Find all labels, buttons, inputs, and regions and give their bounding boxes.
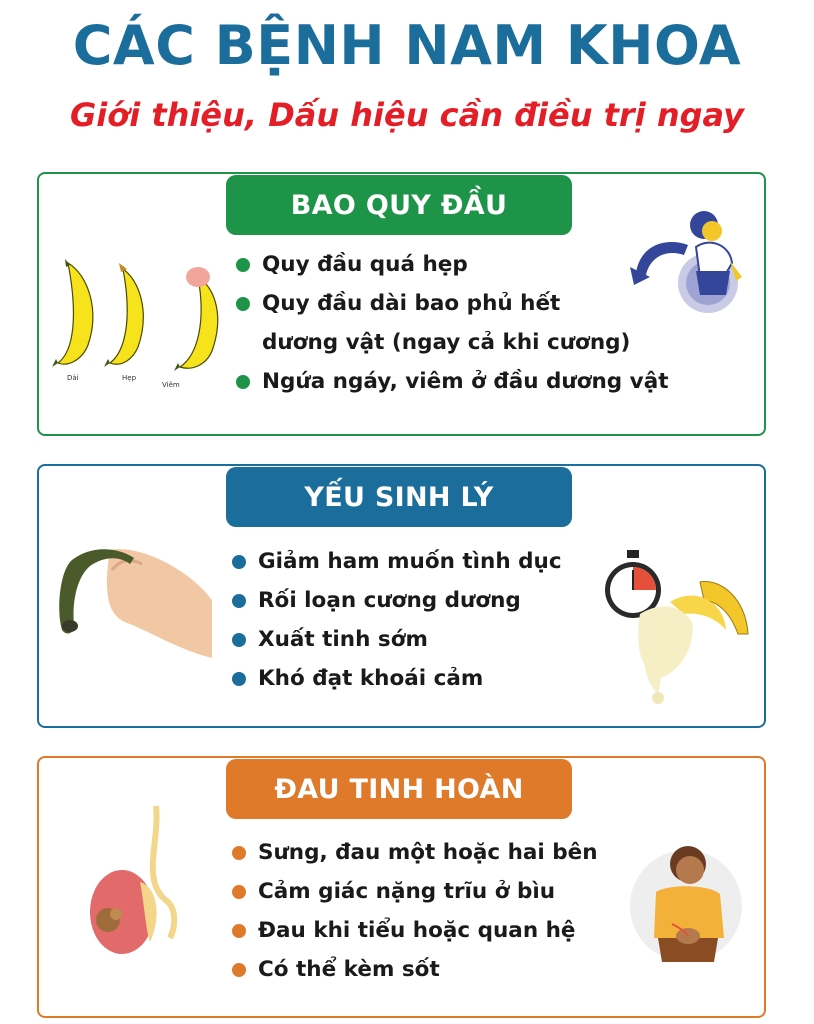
list-item: Ngứa ngáy, viêm ở đầu dương vật bbox=[236, 362, 668, 401]
banana-narrow-icon bbox=[104, 263, 143, 367]
list-item: Đau khi tiểu hoặc quan hệ bbox=[232, 911, 598, 950]
page-subtitle: Giới thiệu, Dấu hiệu cần điều trị ngay bbox=[70, 96, 744, 134]
testicle-illustration bbox=[80, 802, 190, 972]
wheelchair-person-icon bbox=[626, 205, 756, 320]
list-item: Giảm ham muốn tình dục bbox=[232, 542, 562, 581]
list-item: Quy đầu quá hẹp bbox=[236, 245, 668, 284]
symptom-list bbox=[232, 833, 598, 989]
list-item: Xuất tinh sớm bbox=[232, 620, 562, 659]
symptom-list bbox=[236, 245, 668, 401]
banana-comparison-illustration bbox=[48, 255, 238, 390]
banana-inflamed-icon bbox=[174, 267, 218, 371]
page-title: CÁC BỆNH NAM KHOA bbox=[72, 14, 742, 77]
image-label: Hẹp bbox=[122, 374, 137, 382]
list-item: Rối loạn cương dương bbox=[232, 581, 562, 620]
man-in-pain-icon bbox=[628, 828, 744, 968]
list-item: Có thể kèm sốt bbox=[232, 950, 598, 989]
section-heading: ĐAU TINH HOÀN bbox=[226, 759, 572, 819]
list-item: Cảm giác nặng trĩu ở bìu bbox=[232, 872, 598, 911]
list-item: Sưng, đau một hoặc hai bên bbox=[232, 833, 598, 872]
list-item: Khó đạt khoái cảm bbox=[232, 659, 562, 698]
section-heading: YẾU SINH LÝ bbox=[226, 467, 572, 527]
list-item: dương vật (ngay cả khi cương) bbox=[262, 330, 631, 355]
symptom-list bbox=[232, 542, 562, 698]
banana-long-icon bbox=[52, 259, 93, 367]
stopwatch-banana-icon bbox=[600, 542, 755, 707]
section-heading: BAO QUY ĐẦU bbox=[226, 175, 572, 235]
image-label: Viêm bbox=[162, 381, 180, 389]
image-label: Dài bbox=[67, 374, 79, 382]
hand-holding-zucchini-illustration bbox=[50, 540, 215, 660]
list-item: Quy đầu dài bao phủ hết bbox=[236, 284, 668, 323]
